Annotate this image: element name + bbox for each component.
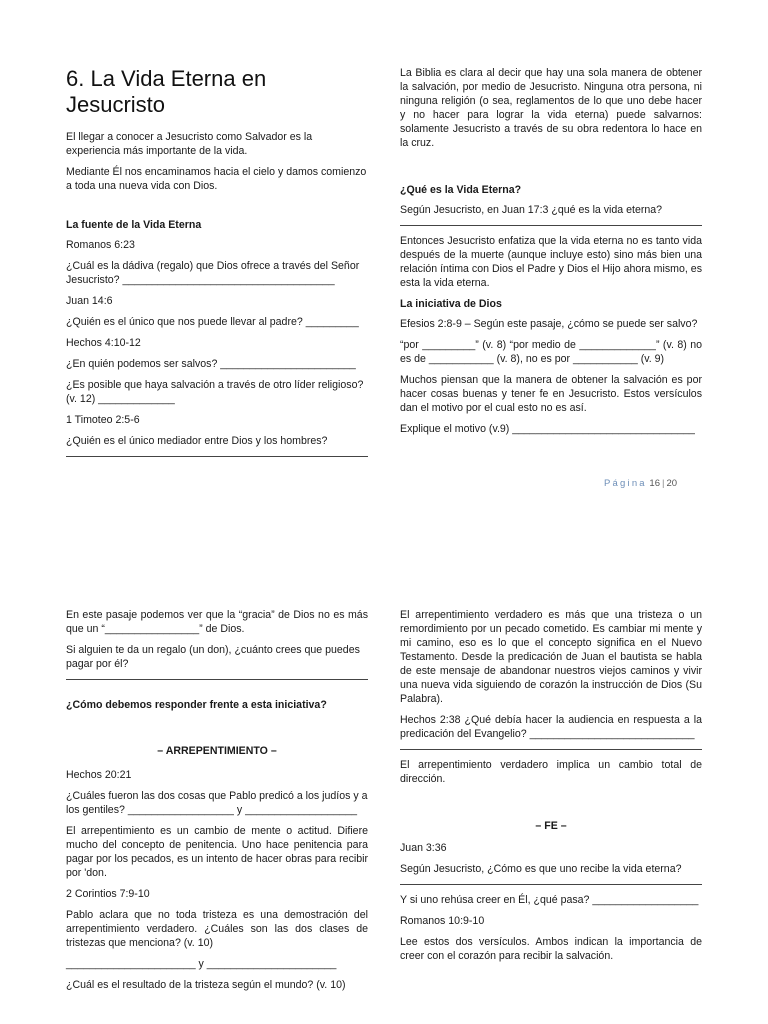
question-juan-3-36: Según Jesucristo, ¿Cómo es que uno recibe la vida eterna? <box>400 863 682 875</box>
question-padre: ¿Quién es el único que nos puede llevar al padre? _________ <box>66 316 359 328</box>
paragraph-cambio-total: El arrepentimiento verdadero implica un cambio total de dirección. <box>400 759 702 785</box>
bible-reference: Juan 3:36 <box>400 842 447 854</box>
paragraph-tristeza: Pablo aclara que no toda tristeza es una demostración del arrepentimiento verdadero. ¿Cuáles son las dos clases de tristezas que menciona? (v. 10) <box>66 909 368 949</box>
page2-left-column <box>66 608 368 999</box>
question-hechos-2-38: Hechos 2:38 ¿Qué debía hacer la audiencia en respuesta a la predicación del Evangelio? ____________________________ <box>400 714 702 740</box>
footer-total-pages: 20 <box>666 478 678 489</box>
footer-label: Página <box>604 478 647 489</box>
section-heading-fe: – FE – <box>535 820 567 832</box>
question-mundo: ¿Cuál es el resultado de la tristeza según el mundo? (v. 10) <box>66 979 346 991</box>
answer-line <box>66 673 368 680</box>
page-footer: Página 16 | 20 <box>604 478 678 489</box>
question-efesios: Efesios 2:8-9 – Según este pasaje, ¿cómo se puede ser salvo? <box>400 318 698 330</box>
paragraph-arrepentimiento-definicion: El arrepentimiento es un cambio de mente o actitud. Difiere mucho del concepto de penitencia. Uno hace penitencia para pagar por los pecados, es un intento de hacer obras para recibir por 'don. <box>66 825 368 879</box>
answer-line <box>400 743 702 750</box>
page1-right-column <box>400 66 702 443</box>
answer-line <box>400 219 702 226</box>
section-heading-fuente: La fuente de la Vida Eterna <box>66 219 202 231</box>
bible-reference: Romanos 6:23 <box>66 239 135 251</box>
page1-left-column <box>66 66 368 465</box>
paragraph-arrepentimiento-verdadero: El arrepentimiento verdadero es más que una tristeza o un remordimiento por un pecado cometido. Es cambiar mi mente y mi camino, eso es lo que el concepto significa en el Nuevo Testamento. Desde la predicación de Juan el bautista se habla de este mensaje de abandonar nuestros viejos caminos y vivir una nueva vida siguiendo de corazón la instrucción de Dios (Su Palabra). <box>400 609 702 705</box>
fill-in-tristeza: ______________________ y ______________________ <box>66 958 337 970</box>
question-motivo: Explique el motivo (v.9) _______________________________ <box>400 423 695 435</box>
fill-in-efesios: “por _________” (v. 8) “por medio de _____________” (v. 8) no es de ___________ (v. 8), no es por ___________ (v. 9) <box>400 339 702 365</box>
paragraph-muchos: Muchos piensan que la manera de obtener la salvación es por hacer cosas buenas y tener fe en Jesucristo. Estos versículos dan el motivo por el cual esto no es así. <box>400 374 702 414</box>
intro-paragraph-2: Mediante Él nos encaminamos hacia el cielo y damos comienzo a toda una nueva vida con Dios. <box>66 166 367 192</box>
bible-reference: Romanos 10:9-10 <box>400 915 485 927</box>
intro-right-paragraph: La Biblia es clara al decir que hay una sola manera de obtener la salvación, por medio de Jesucristo. Ninguna otra persona, ni ninguna religión (o sea, reglamentos de lo que uno debe hacer y no hacer para lograr la vida eterna) puede salvarnos: solamente Jesucristo a través de su obra redentora lo hace en la cruz. <box>400 67 702 149</box>
question-mediador: ¿Quién es el único mediador entre Dios y los hombres? <box>66 435 328 447</box>
question-pablo: ¿Cuáles fueron las dos cosas que Pablo predicó a los judíos y a los gentiles? __________________ y ___________________ <box>66 790 368 816</box>
bible-reference: 1 Timoteo 2:5-6 <box>66 414 140 426</box>
paragraph-gracia: En este pasaje podemos ver que la “gracia” de Dios no es más que un “________________” de Dios. <box>66 609 368 635</box>
intro-paragraph-1: El llegar a conocer a Jesucristo como Salvador es la experiencia más importante de la vida. <box>66 131 313 157</box>
paragraph-enfatiza: Entonces Jesucristo enfatiza que la vida eterna no es tanto vida después de la muerte (aunque incluye esto) sino más bien una relación íntima con Dios el Padre y Dios el Hijo ahora mismo, es esta la vida eterna. <box>400 235 702 289</box>
footer-page-number: 16 <box>649 478 660 489</box>
question-dadiva: ¿Cuál es la dádiva (regalo) que Dios ofrece a través del Señor Jesucristo? ____________________________________ <box>66 260 360 286</box>
section-heading-iniciativa: La iniciativa de Dios <box>400 298 502 310</box>
bible-reference: Hechos 4:10-12 <box>66 337 141 349</box>
question-salvos: ¿En quién podemos ser salvos? _______________________ <box>66 358 356 370</box>
page2-right-column <box>400 608 702 970</box>
page-17 <box>0 560 768 1024</box>
paragraph-romanos-10: Lee estos dos versículos. Ambos indican la importancia de creer con el corazón para recibir la salvación. <box>400 936 702 962</box>
bible-reference: Juan 14:6 <box>66 295 113 307</box>
bible-reference: Hechos 20:21 <box>66 769 132 781</box>
question-rehusa: Y si uno rehúsa creer en Él, ¿qué pasa? __________________ <box>400 894 699 906</box>
section-heading-arrepentimiento: – ARREPENTIMIENTO – <box>157 745 277 757</box>
answer-line <box>400 878 702 885</box>
page-title: 6. La Vida Eterna en Jesucristo <box>66 66 267 117</box>
section-heading-responder: ¿Cómo debemos responder frente a esta iniciativa? <box>66 699 327 711</box>
section-heading-que-es: ¿Qué es la Vida Eterna? <box>400 184 522 196</box>
bible-reference: 2 Corintios 7:9-10 <box>66 888 150 900</box>
answer-line <box>66 450 368 457</box>
question-juan-17-3: Según Jesucristo, en Juan 17:3 ¿qué es la vida eterna? <box>400 204 663 216</box>
question-otro-lider: ¿Es posible que haya salvación a través de otro líder religioso? (v. 12) _____________ <box>66 379 364 405</box>
question-regalo: Si alguien te da un regalo (un don), ¿cuánto crees que puedes pagar por él? <box>66 644 360 670</box>
